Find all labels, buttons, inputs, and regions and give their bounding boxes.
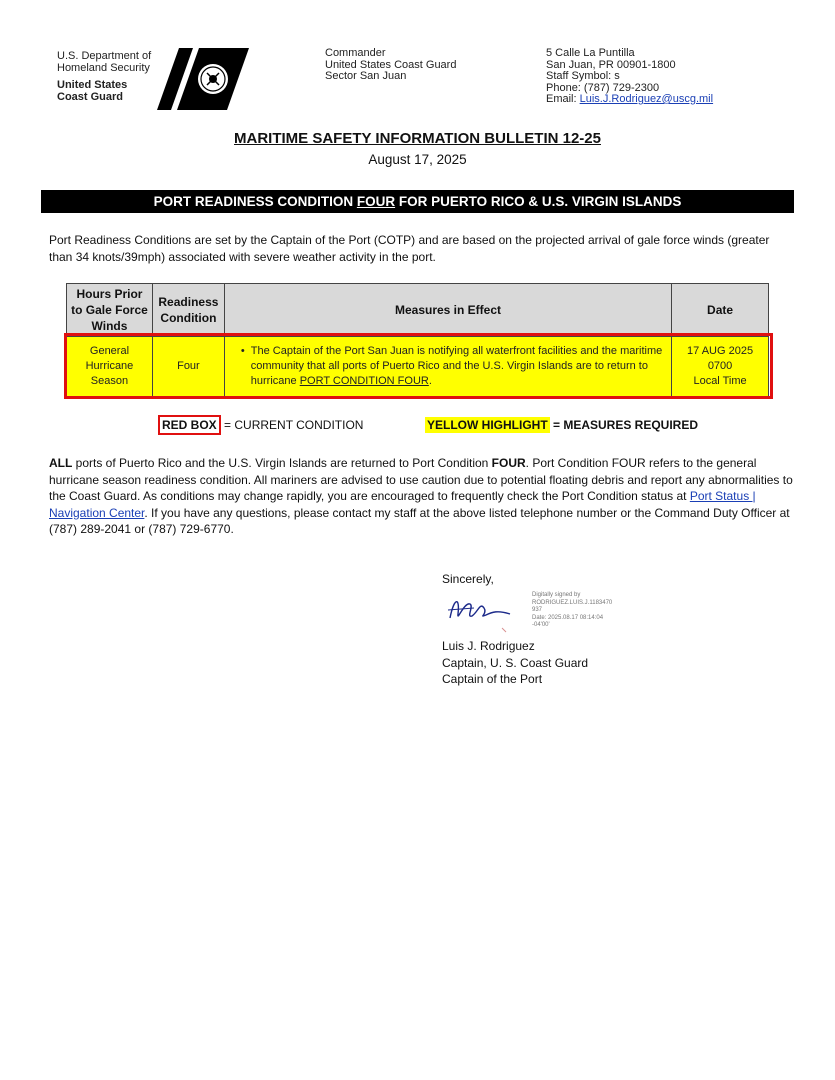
dsig-line-5: -04'00' [532, 622, 550, 628]
addr-line-4: Phone: (787) 729-2300 [546, 81, 660, 94]
department-block [57, 51, 151, 103]
date-line-3: Local Time [693, 375, 747, 387]
bullet-icon: • [240, 345, 245, 357]
signatory-title-2: Captain of the Port [442, 672, 543, 686]
signatory-name: Luis J. Rodriguez [442, 639, 535, 653]
bulletin-title: MARITIME SAFETY INFORMATION BULLETIN 12-25 [234, 130, 601, 147]
current-condition-red-box [64, 333, 773, 399]
table-header-row [67, 284, 769, 337]
signatory-block [442, 638, 588, 688]
body-paragraph [49, 455, 794, 538]
dsig-line-2: RODRIGUEZ.LUIS.J.1183470 [532, 599, 613, 606]
address-block [546, 48, 713, 106]
email-line [546, 94, 713, 106]
email-link[interactable]: Luis.J.Rodriguez@uscg.mil [579, 93, 714, 105]
cg-line-1: United States [57, 79, 128, 91]
date-line-2: 0700 [707, 360, 733, 372]
body-text-1: ports of Puerto Rico and the U.S. Virgin Islands are returned to Port Condition [72, 456, 492, 470]
body-text-2: . Port Condition FOUR refers to the general hurricane season readiness condition. All mariners are advised to use caution due to potential floating debris and report any abnormalities to the Coast Guard. As conditions may change rapidly, you are encouraged to frequently check the Port Condition status at [49, 456, 793, 503]
legend-red [158, 418, 363, 432]
dept-line-2: Homeland Security [57, 61, 150, 74]
addr-line-1: 5 Calle La Puntilla [546, 47, 635, 59]
banner-suffix: FOR PUERTO RICO & U.S. VIRGIN ISLANDS [395, 194, 682, 209]
commander-block [325, 48, 456, 83]
addr-line-3: Staff Symbol: s [546, 70, 620, 82]
banner-prefix: PORT READINESS CONDITION [153, 194, 357, 209]
banner-condition: FOUR [356, 194, 396, 209]
header-readiness: Readiness Condition [152, 284, 224, 337]
dsig-line-3: 937 [532, 607, 543, 613]
body-four: FOUR [491, 456, 526, 470]
sincerely: Sincerely, [442, 572, 494, 586]
legend-yellow-desc: = MEASURES REQUIRED [549, 418, 699, 432]
legend-red-box: RED BOX [158, 415, 221, 435]
cg-line-2: Coast Guard [57, 90, 124, 103]
body-all: ALL [49, 456, 73, 470]
handwritten-signature-icon [444, 588, 514, 636]
cmd-line-2: United States Coast Guard [325, 58, 457, 71]
intro-paragraph: Port Readiness Conditions are set by the Captain of the Port (COTP) and are based on the projected arrival of gale force winds (greater than 34 knots/39mph) associated with severe weather activity in the port. [49, 233, 770, 264]
dsig-line-4: Date: 2025.08.17 08:14:04 [532, 614, 604, 621]
cell-hours: General Hurricane Season [67, 337, 153, 397]
legend-yellow-highlight: YELLOW HIGHLIGHT [427, 418, 548, 432]
legend-yellow [425, 418, 698, 432]
dept-line-1: U.S. Department of [57, 50, 152, 62]
body-text-3: . If you have any questions, please contact my staff at the above listed telephone number or the Command Duty Officer at (787) 289-2041 or (787) 729-6770. [49, 505, 790, 536]
addr-line-2: San Juan, PR 00901-1800 [546, 58, 676, 71]
legend-red-desc: = CURRENT CONDITION [220, 418, 364, 432]
cmd-line-3: Sector San Juan [325, 70, 407, 82]
bulletin-date: August 17, 2025 [368, 152, 467, 167]
cell-readiness: Four [152, 337, 224, 397]
cmd-line-1: Commander [325, 47, 386, 59]
date-line-1: 17 AUG 2025 [687, 345, 754, 357]
header-measures: Measures in Effect [224, 284, 671, 337]
measure-text: The Captain of the Port San Juan is notifying all waterfront facilities and the maritime community that all ports of Puerto Rico and the U.S. Virgin Islands are to return to hurricane [250, 345, 663, 387]
port-status-link[interactable]: Port Status | Navigation Center [49, 489, 756, 520]
uscg-logo-icon [157, 48, 249, 110]
signatory-title-1: Captain, U. S. Coast Guard [442, 655, 589, 670]
digital-signature-stamp [532, 592, 622, 630]
dsig-line-1: Digitally signed by [532, 592, 581, 598]
header-hours: Hours Prior to Gale Force Winds [67, 284, 153, 337]
email-label: Email: [546, 93, 580, 105]
condition-banner [41, 190, 794, 213]
measure-end: . [428, 375, 432, 387]
measure-condition: PORT CONDITION FOUR [299, 375, 429, 387]
header-date: Date [672, 284, 769, 337]
